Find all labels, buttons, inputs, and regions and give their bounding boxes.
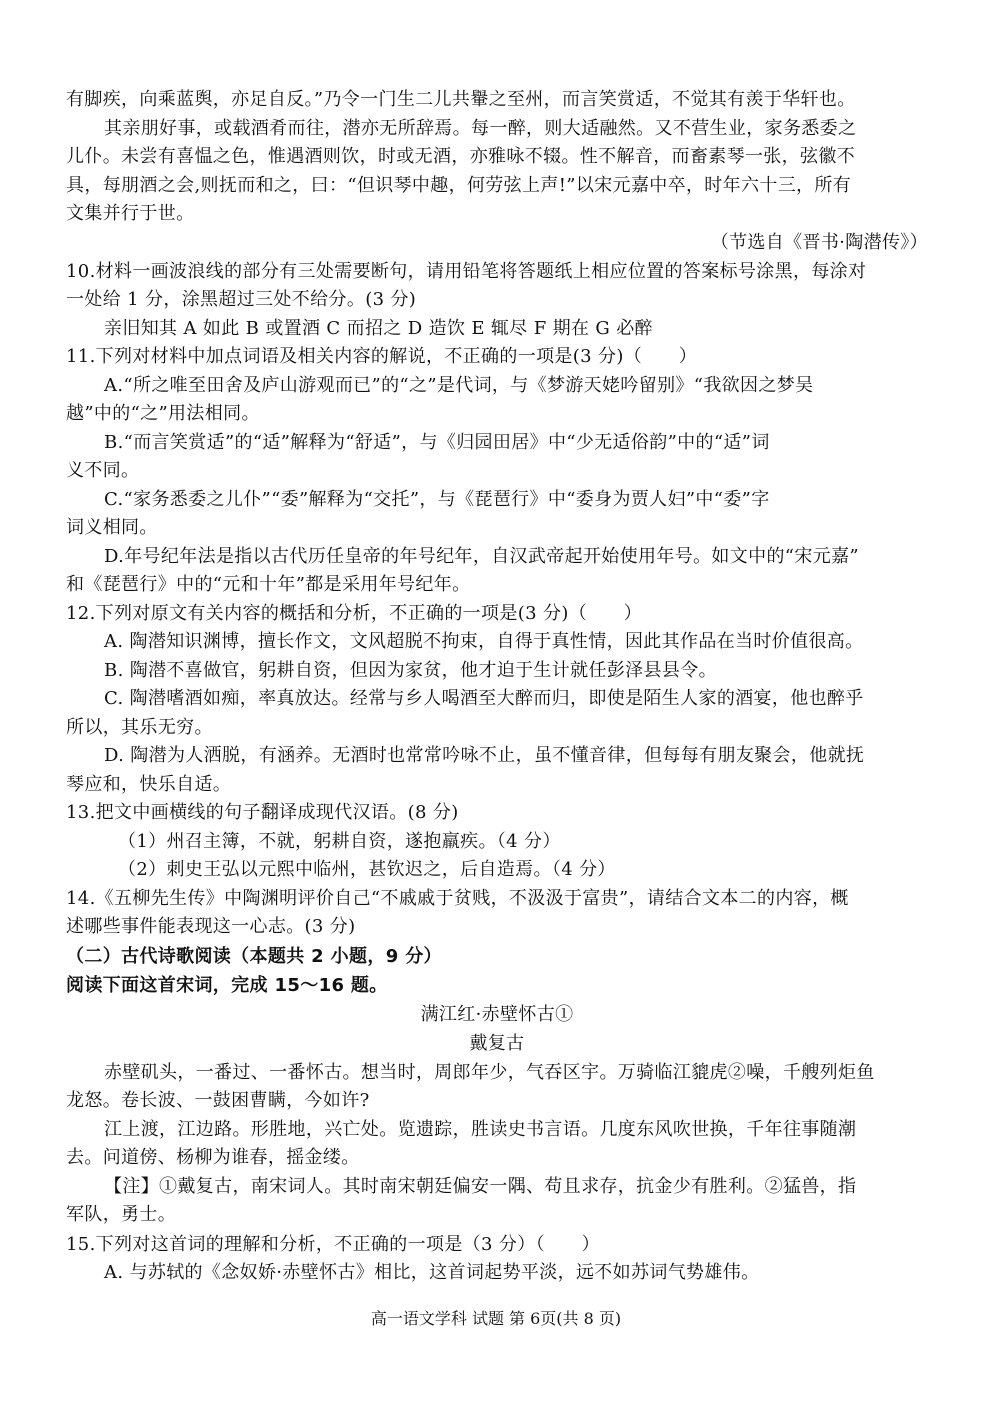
- poem-note: 军队，勇士。: [66, 1204, 177, 1225]
- question-11-stem: 11.下列对材料中加点词语及相关内容的解说，不正确的一项是(3 分)（ ）: [66, 346, 698, 367]
- question-11-option-b: B.“而言笑赏适”的“适”解释为“舒适”，与《归园田居》中“少无适俗韵”中的“适”词: [104, 432, 770, 453]
- question-11-option-b: 义不同。: [66, 460, 140, 481]
- poem-author: 戴复古: [469, 1033, 525, 1054]
- question-15-stem: 15.下列对这首词的理解和分析，不正确的一项是（3 分）（ ）: [66, 1234, 600, 1255]
- poem-title: 满江红·赤壁怀古①: [420, 1004, 574, 1025]
- passage-line: 儿仆。未尝有喜愠之色，惟遇酒则饮，时或无酒，亦雅咏不辍。性不解音，而畜素琴一张，弦徽不: [66, 146, 856, 167]
- passage-line: 有脚疾，向乘蓝舆，亦足自反。”乃令一门生二儿共轝之至州，而言笑赏适，不觉其有羡于华轩也。: [66, 89, 856, 110]
- question-11-option-a: 越”中的“之”用法相同。: [66, 403, 260, 424]
- question-13-sentence: （1）州召主簿，不就，躬耕自资，遂抱羸疾。（4 分）: [118, 831, 561, 852]
- question-12-option-c: 所以，其乐无穷。: [66, 717, 213, 738]
- question-11-option-c: C.“家务悉委之儿仆”“委”解释为“交托”，与《琵琶行》中“委身为贾人妇”中“委”字: [104, 489, 770, 510]
- passage-line: 文集并行于世。: [66, 203, 195, 224]
- page-footer: 高一语文学科 试题 第 6页(共 8 页): [370, 1309, 622, 1328]
- question-12-option-d: 琴应和，快乐自适。: [66, 774, 232, 795]
- poem-line: 去。问道傍、杨柳为谁春，摇金缕。: [66, 1147, 360, 1168]
- question-13-sentence: （2）刺史王弘以元熙中临州，甚钦迟之，后自造焉。（4 分）: [118, 859, 616, 880]
- question-14-stem: 14.《五柳先生传》中陶渊明评价自己“不戚戚于贫贱，不汲汲于富贵”，请结合文本二的内容，概: [66, 888, 849, 909]
- question-12-option-c: C. 陶潜嗜酒如痴，率真放达。经常与乡人喝酒至大醉而归，即使是陌生人家的酒宴，他也醉乎: [104, 688, 864, 709]
- poem-line: 龙怒。卷长波、一鼓困曹瞒，今如许?: [66, 1090, 370, 1111]
- question-13-stem: 13.把文中画横线的句子翻译成现代汉语。(8 分): [66, 802, 459, 823]
- section-instruction: 阅读下面这首宋词，完成 15～16 题。: [66, 975, 388, 996]
- passage-line: 具，每朋酒之会,则抚而和之，曰：“但识琴中趣，何劳弦上声!”以宋元嘉中卒，时年六十三，所有: [66, 175, 852, 196]
- poem-note: 【注】①戴复古，南宋词人。其时南宋朝廷偏安一隅、苟且求存，抗金少有胜利。②猛兽，指: [104, 1176, 857, 1197]
- question-10-options: 亲旧知其 A 如此 B 或置酒 C 而招之 D 造饮 E 辄尽 F 期在 G 必醉: [104, 318, 653, 339]
- question-12-stem: 12.下列对原文有关内容的概括和分析，不正确的一项是(3 分)（ ）: [66, 603, 643, 624]
- question-11-option-d: 和《琵琶行》中的“元和十年”都是采用年号纪年。: [66, 574, 471, 595]
- poem-line: 赤壁矶头，一番过、一番怀古。想当时，周郎年少，气吞区宇。万骑临江貔虎②噪，千艘列炬鱼: [104, 1062, 875, 1083]
- question-10-stem: 一处给 1 分，涂黑超过三处不给分。(3 分): [66, 289, 417, 310]
- passage-source: （节选自《晋书·陶潜传》）: [710, 232, 928, 253]
- question-12-option-a: A. 陶潜知识渊博，擅长作文，文风超脱不拘束，自得于真性情，因此其作品在当时价值很高。: [104, 631, 864, 652]
- question-10-stem: 10.材料一画波浪线的部分有三处需要断句，请用铅笔将答题纸上相应位置的答案标号涂黑，每涂对: [66, 261, 867, 282]
- question-12-option-b: B. 陶潜不喜做官，躬耕自资，但因为家贫，他才迫于生计就任彭泽县县令。: [104, 660, 717, 681]
- question-11-option-d: D.年号纪年法是指以古代历任皇帝的年号纪年，自汉武帝起开始使用年号。如文中的“宋元嘉”: [104, 546, 859, 567]
- question-11-option-c: 词义相同。: [66, 517, 158, 538]
- question-14-stem: 述哪些事件能表现这一心志。(3 分): [66, 916, 356, 937]
- question-15-option-a: A. 与苏轼的《念奴娇·赤壁怀古》相比，这首词起势平淡，远不如苏词气势雄伟。: [104, 1262, 760, 1283]
- passage-line: 其亲朋好事，或载酒肴而往，潜亦无所辞焉。每一醉，则大适融然。又不营生业，家务悉委之: [104, 118, 857, 139]
- question-12-option-d: D. 陶潜为人洒脱，有涵养。无酒时也常常吟咏不止，虽不懂音律，但每每有朋友聚会，他就抚: [104, 745, 865, 766]
- question-11-option-a: A.“所之唯至田舍及庐山游观而已”的“之”是代词，与《梦游天姥吟留别》“我欲因之梦吴: [104, 375, 814, 396]
- section-heading: （二）古代诗歌阅读（本题共 2 小题，9 分）: [66, 946, 442, 967]
- poem-line: 江上渡，江边路。形胜地，兴亡处。览遗踪，胜读史书言语。几度东风吹世换，千年往事随潮: [104, 1119, 857, 1140]
